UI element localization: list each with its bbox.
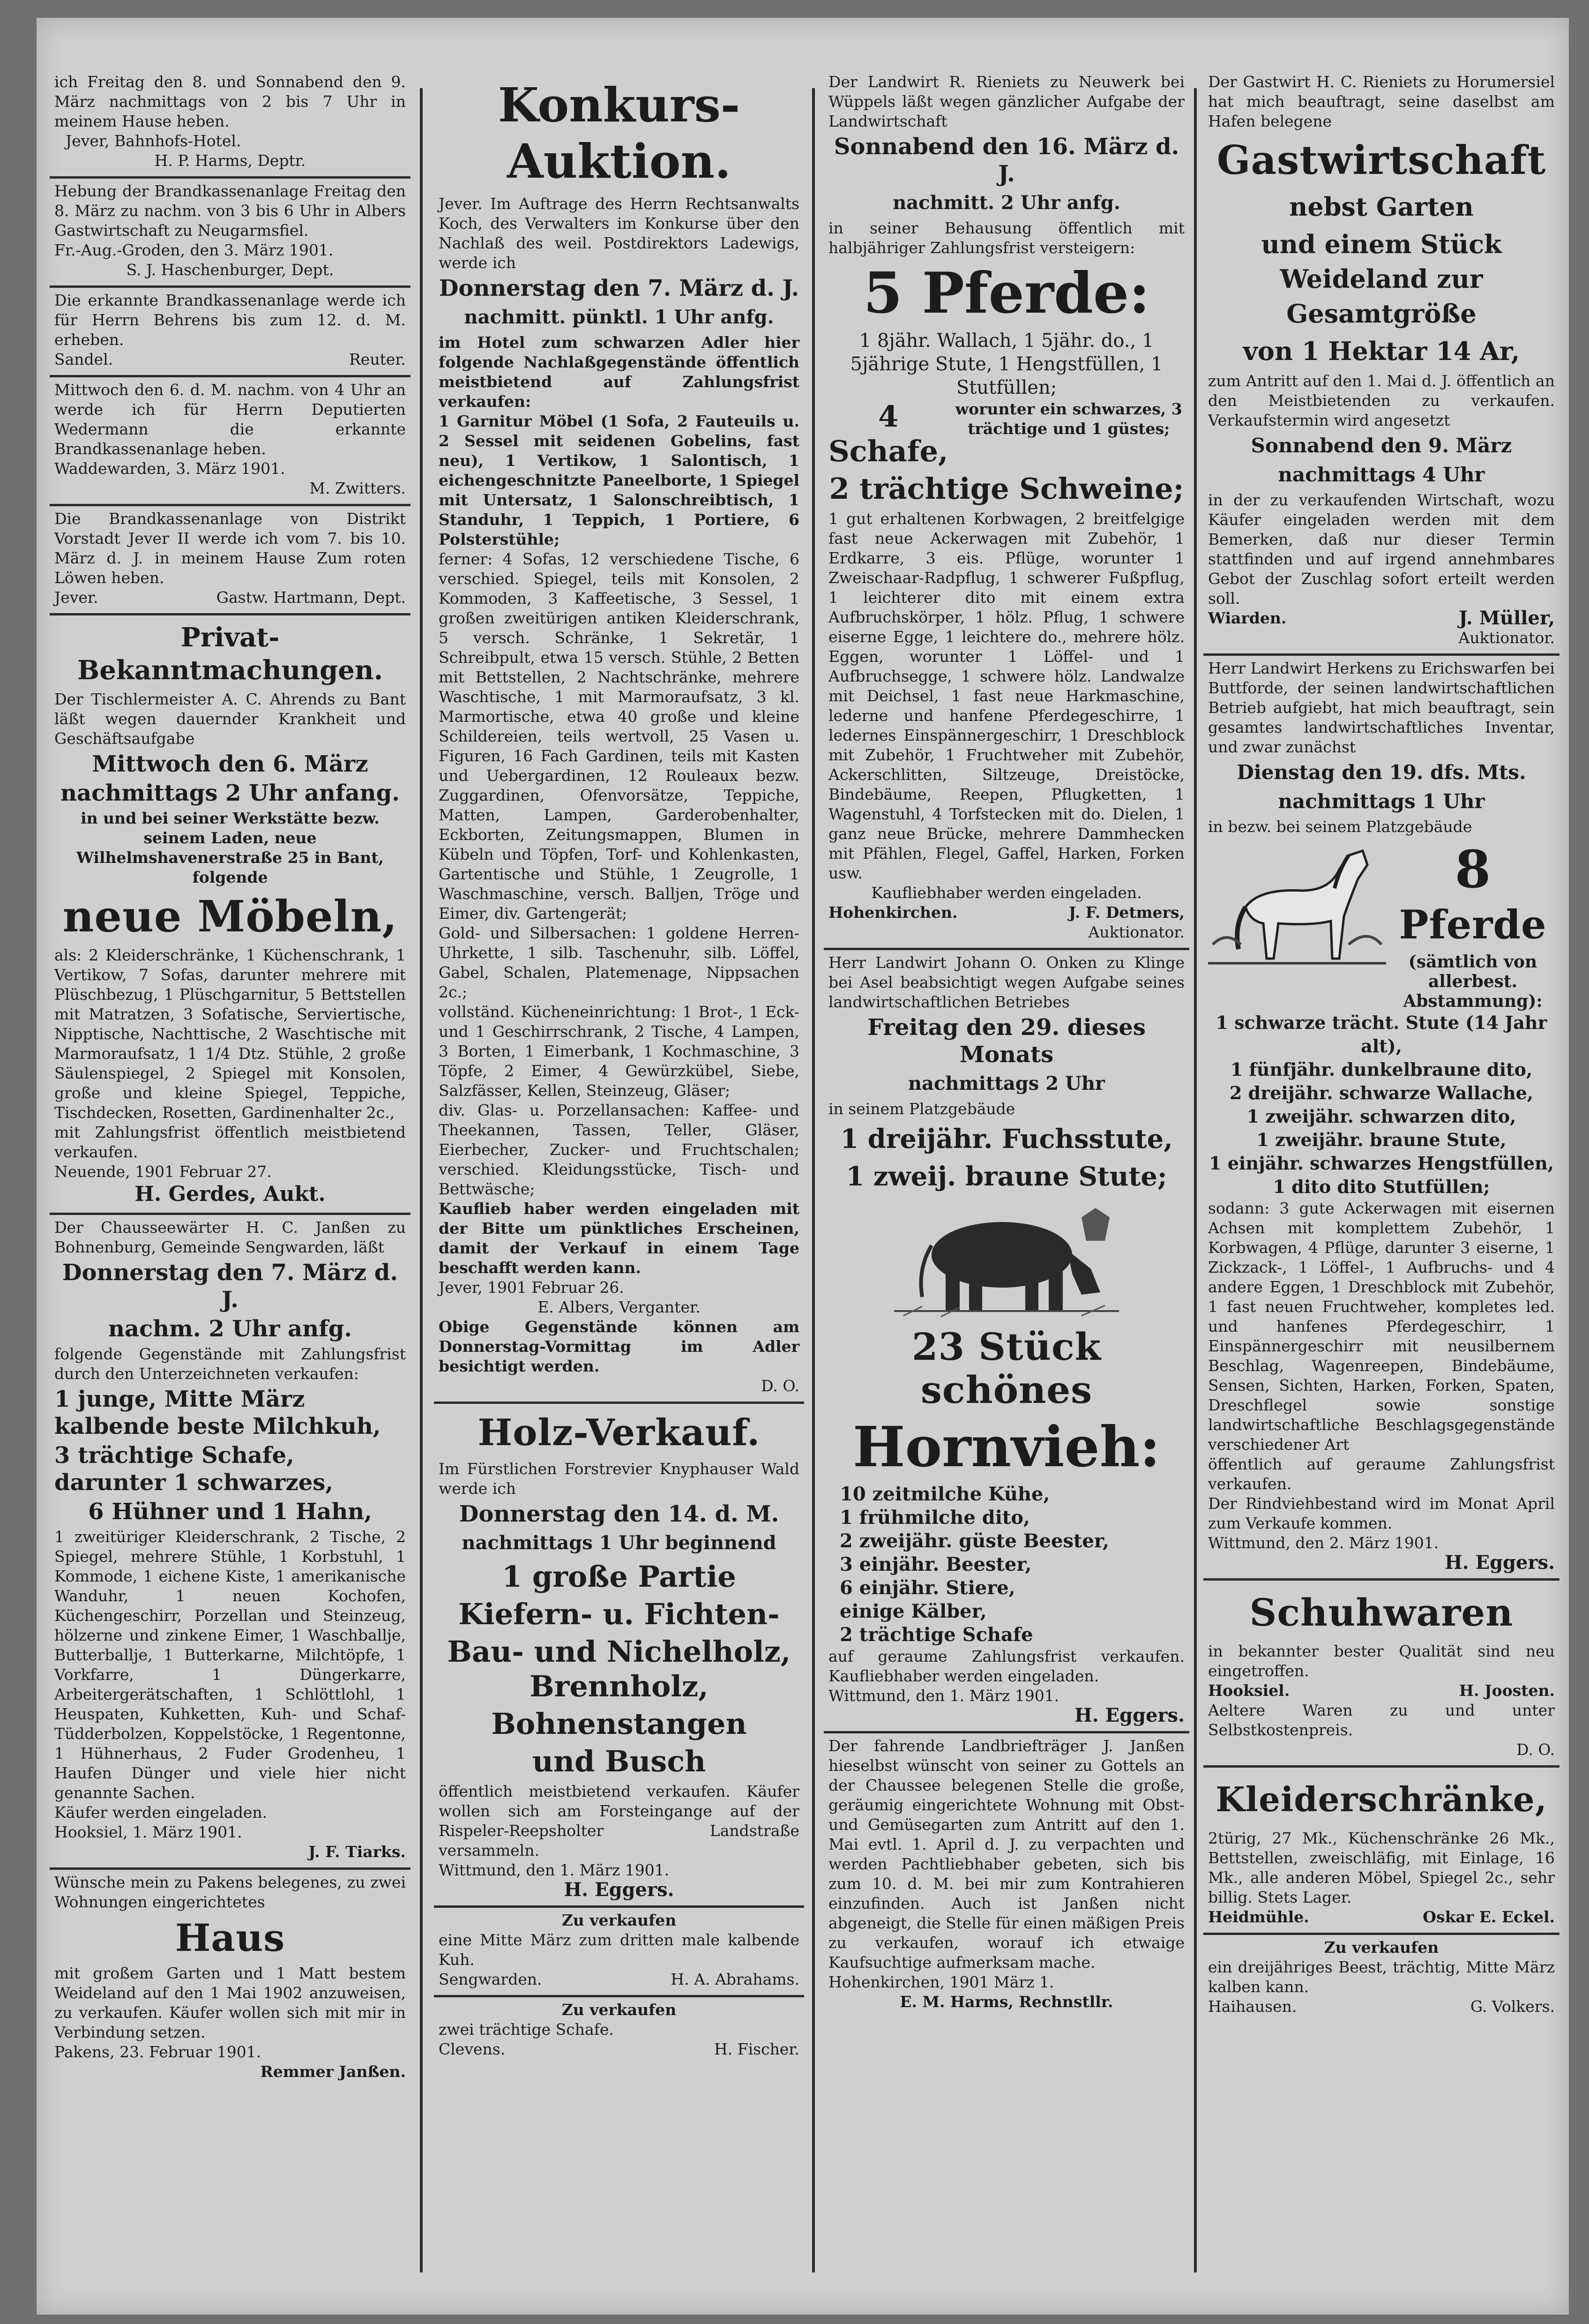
ad-intro: Der Landwirt R. Rieniets zu Neuwerk bei Wüppels läßt wegen gänzlicher Aufgabe der Landwirtschaft (828, 73, 1185, 130)
column-rule (420, 88, 423, 2272)
ad-signature: H. A. Abrahams. (671, 1970, 799, 1988)
ad-signature-line (1208, 1997, 1555, 2017)
ad-date: Donnerstag den 7. März d. J. (62, 1259, 398, 1313)
ad-cattle-1: 10 zeitmilche Kühe, (840, 1483, 1050, 1505)
ad-intro: Der Chausseewärter H. C. Janßen zu Bohnenburg, Gemeinde Sengwarden, läßt (54, 1218, 406, 1256)
ad-herkens-pferde (1203, 656, 1559, 1581)
ad-horse-7: 1 dito dito Stutfüllen; (1273, 1176, 1490, 1197)
ad-item-chickens: 6 Hühner und 1 Hahn, (88, 1499, 372, 1525)
notice-text: ich Freitag den 8. und Sonnabend den 9. März nachmittags von 2 bis 7 Uhr in meinem Hause heben. (54, 73, 406, 130)
notice-signature: S. J. Haschenburger, Dept. (126, 261, 334, 279)
column-3 (824, 69, 1189, 2282)
ad-signature: Oskar E. Eckel. (1423, 1908, 1555, 1926)
notice-signature: H. P. Harms, Deptr. (154, 151, 306, 170)
ad-title-1: 23 Stück schönes (911, 1325, 1102, 1412)
ad-janssen-haus (50, 1870, 410, 2087)
ad-signature-line (1208, 1907, 1555, 1927)
ad-date: Mittwoch den 6. März (92, 751, 368, 777)
notice-harms (50, 69, 410, 179)
ad-time: nachmitt. 2 Uhr anfg. (893, 192, 1120, 214)
ad-note: Obige Gegenstände können am Donnerstag-Vormittag im Adler besichtigt werden. (439, 1318, 799, 1375)
ad-location: in bezw. bei seinem Platzgebäude (1208, 817, 1472, 836)
ad-signature: G. Volkers. (1470, 1997, 1555, 2016)
ad-place: Hooksiel. (1208, 1681, 1290, 1700)
ad-signature: H. Gerdes, Aukt. (134, 1182, 326, 1206)
ad-cattle-3: 2 zweijähr. güste Beester, (840, 1530, 1109, 1552)
cow-illustration (894, 1199, 1119, 1320)
notice-reuter (50, 288, 410, 377)
ad-title: Gastwirtschaft (1216, 137, 1546, 183)
ad-intro: Wünsche mein zu Pakens belegenes, zu zwei Wohnungen eingerichtetes (54, 1873, 406, 1911)
ad-terms: öffentlich meistbietend verkaufen. Käufer wollen sich am Forsteingange auf der Rispeler-Reepsholter Landstraße versammeln. (439, 1782, 799, 1859)
ad-signature-2: D. O. (1516, 1740, 1555, 1759)
notice-zwitters (50, 377, 410, 506)
ad-line-1: 1 große Partie (502, 1559, 736, 1594)
notice-text: Mittwoch den 6. d. M. nachm. von 4 Uhr an werde ich für Herrn Deputierten Wedermann die erkannte Brandkassenanlage heben. (54, 381, 406, 458)
notice-signature-line (54, 588, 406, 607)
ad-horse-block (1208, 837, 1555, 1011)
notice-hartmann (50, 506, 410, 615)
notice-place: Waddewarden, 3. März 1901. (54, 459, 285, 478)
ad-place: Hooksiel, 1. März 1901. (54, 1823, 242, 1841)
ad-item-sheep: 3 trächtige Schafe, darunter 1 schwarzes, (54, 1442, 333, 1496)
notice-place: Fr.-Aug.-Groden, den 3. März 1901. (54, 241, 334, 259)
ad-title: Haus (175, 1916, 285, 1960)
ad-place: Haihausen. (1208, 1997, 1297, 2016)
ad-signature-line (1208, 1681, 1555, 1701)
ad-horse-4: 1 zweijähr. schwarzen dito, (1246, 1106, 1516, 1127)
ad-time: nachmittags 2 Uhr anfang. (60, 780, 400, 806)
notice-text: Hebung der Brandkassenanlage Freitag den 8. März zu nachm. von 3 bis 6 Uhr in Albers Gastwirtschaft zu Neugarmsfiel. (54, 182, 406, 240)
notice-signature: M. Zwitters. (309, 479, 406, 497)
ad-glass-items: div. Glas- u. Porzellansachen: Kaffee- und Theekannen, Tassen, Teller, Gläser, Eierbecher, Zucker- und Fruchtschalen; verschied. Kleidungsstücke, Tisch- und Bettwäsche; (439, 1101, 799, 1198)
ad-schuhwaren (1203, 1581, 1559, 1768)
ad-signature: E. Albers, Verganter. (537, 1298, 701, 1316)
ad-title: Konkurs-Auktion. (498, 77, 740, 189)
column-rule (1194, 88, 1197, 2272)
ad-intro: Der Gastwirt H. C. Rieniets zu Horumersiel hat mich beauftragt, seine daselbst am Hafen belegene (1208, 73, 1555, 130)
ad-terms: mit Zahlungsfrist öffentlich meistbietend verkaufen. (54, 1123, 406, 1161)
ad-sheep-note: worunter ein schwarzes, 3 trächtige und 1 güstes; (955, 400, 1182, 438)
ad-pigs: 2 trächtige Schweine; (829, 472, 1184, 506)
column-1 (50, 69, 410, 2282)
ad-horse-3: 2 dreijähr. schwarze Wallache, (1229, 1082, 1534, 1103)
ad-place: Heidmühle. (1208, 1908, 1309, 1926)
ad-items: 1 zweitüriger Kleiderschrank, 2 Tische, 2 Spiegel, mehrere Stühle, 1 Korbstuhl, 1 Kommode, 1 eichene Kiste, 1 amerikanische Wanduhr, 1 neuen Kochofen, Küchengeschirr, Porzellan und Steinzeug, hölzerne und zinkene Eimer, 1 Waschballje, Butterballje, 1 Butterkarne, Milchtöpfe, 1 Vorkfarre, 1 Düngerkarre, Arbeitergerätschaften, 1 Schlöttlohl, 1 Heuspaten, Kuhketten, Kuh- und Schaf-Tüdderbolzen, Koppelstöcke, 1 Regentonne, 1 Hühnerhaus, 2 Fuder Grodenheu, 1 Haufen Dünger und viele hier nicht genannte Sachen. (54, 1528, 406, 1802)
notice-place: Jever. (54, 588, 98, 607)
ad-place: Wittmund, den 1. März 1901. (439, 1861, 670, 1879)
notice-text: Die Brandkassenanlage von Distrikt Vorstadt Jever II werde ich vom 7. bis 10. März d. J. in meinem Hause Zum roten Löwen heben. (54, 510, 406, 587)
notice-signature: Reuter. (349, 350, 406, 368)
column-4 (1203, 69, 1559, 2282)
ad-fischer (434, 1997, 804, 2065)
ad-item-cow: 1 junge, Mitte März kalbende beste Milchkuh, (54, 1386, 381, 1439)
ad-items-bold: 1 Garnitur Möbel (1 Sofa, 2 Fauteuils u. 2 Sessel mit seidenen Gobelins, fast neu), 1 Vertikow, 1 Salontisch, 1 eichengeschnitzte Paneelborte, 1 Spiegel mit Untersatz, 1 Salonschreibtisch, 1 Standuhr, 1 Teppich, 1 Portiere, 6 Polsterstühle; (439, 412, 799, 548)
ad-intro: Jever. Im Auftrage des Herrn Rechtsanwalts Koch, des Verwalters im Konkurse über den Nachlaß des weil. Postdirektors Ladewigs, werde ich (439, 195, 799, 272)
ad-title: 5 Pferde: (863, 260, 1150, 326)
ad-terms: öffentlich auf geraume Zahlungsfrist verkaufen. (1208, 1455, 1555, 1493)
ad-text: mit großem Garten und 1 Matt bestem Weideland auf den 1 Mai 1902 anzuweisen, zu verkaufen. Käufer wollen sich mit mir in Verbindung setzen. (54, 1964, 406, 2041)
ad-place: Hohenkirchen, 1901 März 1. (828, 1973, 1054, 1991)
ad-date: Donnerstag den 7. März d. J. (439, 275, 799, 301)
ad-items: ferner: 4 Sofas, 12 verschiedene Tische, 6 verschied. Spiegel, teils mit Konsolen, 2 Kommoden, 3 Kaffeetische, 3 Sessel, 1 großen zweitürigen antiken Kleiderschrank, 5 versch. Schränke, 1 Sekretär, 1 Schreibpult, etwa 15 versch. Stühle, 2 Betten mit Bettstellen, 2 Nachtschränke, mehrere Waschtische, 1 mit Marmoraufsatz, 3 kl. Marmortische, etwa 40 große und kleine Schildereien, teils wertvoll, 25 Vasen u. Figuren, 16 Fach Gardinen, teils mit Kasten und Uebergardinen, 12 Rouleaux bezw. Zuggardinen, Ofenvorsätze, Teppiche, Matten, Lampen, Garderobenhalter, Eckborten, Zeitungsmappen, Blumen in Kübeln und Töpfen, Torf- und Kohlenkasten, Gartentische und Stühle, 1 Zeugrolle, 1 Waschmaschine, versch. Balljen, Tröge und Eimer, div. Gartengerät; (439, 550, 799, 922)
ad-horse-2: 1 fünfjähr. dunkelbraune dito, (1230, 1059, 1533, 1080)
notice-place: Jever, Bahnhofs-Hotel. (66, 132, 241, 150)
ad-signature: H. Fischer. (714, 2040, 799, 2058)
ad-time: nachmittags 2 Uhr (908, 1072, 1105, 1095)
ad-horse-6: 1 einjähr. schwarzes Hengstfüllen, (1209, 1153, 1554, 1174)
ad-signature: H. Eggers. (1444, 1552, 1555, 1574)
ad-date: Freitag den 29. dieses Monats (867, 1014, 1146, 1068)
ad-place: Hohenkirchen. (828, 903, 958, 922)
ad-text: eine Mitte März zum dritten male kalbende Kuh. (439, 1931, 799, 1969)
ad-intro: Im Fürstlichen Forstrevier Knyphauser Wald werde ich (439, 1460, 799, 1498)
ad-line-2: und einem Stück Weideland zur Gesamtgröße (1261, 229, 1502, 329)
ad-time: nachmittags 1 Uhr (1278, 790, 1485, 813)
section-heading: Privat-Bekanntmachungen. (77, 622, 383, 686)
notice-text: Die erkannte Brandkassenanlage werde ich für Herrn Behrens bis zum 12. d. M. erheben. (54, 291, 406, 349)
ad-janssen-stelle (824, 1733, 1189, 2017)
ad-place: Jever, 1901 Februar 26. (439, 1278, 624, 1297)
ad-cattle-4: 3 einjähr. Beester, (840, 1553, 1032, 1575)
notice-signature: Gastw. Hartmann, Dept. (216, 588, 406, 607)
ad-kitchen-items: vollständ. Kücheneinrichtung: 1 Brot-, 1 Eck- und 1 Geschirrschrank, 2 Tische, 4 Lampen, 3 Borten, 1 Eimerbank, 1 Kochmaschine, 3 Töpfe, 2 Eimer, 4 Gewürzkübel, Siebe, Salzfässer, Kellen, Steinzeug, Gläser; (439, 1003, 799, 1100)
ad-text: Der fahrende Landbriefträger J. Janßen hieselbst wünscht von seiner zu Gottels an der Chaussee belegenen Stelle die große, geräumig eingerichtete Wohnung mit Obst- und Gemüsegarten zum Antritt auf den 1. Mai evtl. 1. April d. J. zu verpachten und werden Pachtliebhaber gebeten, sich bis zum 10. d. M. bei mir zum Kontrahieren einzufinden. Auch ist Janßen nicht abgeneigt, die Stelle für einen mäßigen Preis zu verkaufen, worauf ich etwaige Kaufsuchtige aufmerksam mache. (828, 1737, 1185, 1972)
ad-heading: Zu verkaufen (561, 2001, 677, 2019)
ad-signature: J. F. Detmers, (1068, 903, 1185, 922)
ad-tiarks (50, 1215, 410, 1870)
ad-volkers (1203, 1935, 1559, 2022)
ad-kleiderschraenke (1203, 1768, 1559, 1935)
notice-haschenburger (50, 179, 410, 288)
ad-date: Donnerstag den 14. d. M. (459, 1501, 779, 1527)
ad-line-3: Bau- und Nichelholz, Brennholz, (447, 1634, 791, 1703)
ad-text: 2türig, 27 Mk., Küchenschränke 26 Mk., Bettstellen, zweischläfig, mit Einlage, 16 Mk., alle anderen Möbel, Spiegel 2c., sehr billig. Stets Lager. (1208, 1829, 1555, 1906)
ad-signature: H. Eggers. (1074, 1704, 1185, 1726)
ad-line-4: Bohnenstangen (491, 1707, 747, 1741)
ad-onken-hornvieh (824, 950, 1189, 1733)
ad-time: nachmittags 4 Uhr (1278, 463, 1485, 486)
ad-signature: J. Müller, (1459, 607, 1555, 629)
column-rule (812, 88, 815, 2272)
ad-location: im Hotel zum schwarzen Adler hier folgende Nachlaßgegenstände öffentlich meistbietend auf Zahlungsfrist verkaufen: (439, 333, 799, 411)
ad-buyers: Kaufliebhaber werden eingeladen. (871, 884, 1142, 902)
ad-text: zwei trächtige Schafe. (439, 2020, 614, 2039)
ad-subtitle: (sämtlich von allerbest. Abstammung): (1403, 952, 1543, 1011)
ad-place: Sengwarden. (439, 1970, 542, 1988)
ad-line-2: 1 zweij. braune Stute; (846, 1161, 1167, 1192)
ad-title-2: Hornvieh: (853, 1414, 1160, 1479)
ad-title: Kleiderschränke, (1216, 1779, 1547, 1819)
ad-note-signature: D. O. (761, 1377, 799, 1395)
ad-date: Sonnabend den 9. März (1251, 434, 1512, 457)
ad-line-1: nebst Garten (1289, 192, 1474, 222)
ad-place: Pakens, 23. Februar 1901. (54, 2043, 261, 2061)
ad-text: in bekannter bester Qualität sind neu eingetroffen. (1208, 1642, 1555, 1680)
ad-line-3: von 1 Hektar 14 Ar, (1243, 336, 1520, 366)
ad-intro: Herr Landwirt Johann O. Onken zu Klinge bei Asel beabsichtigt wegen Aufgabe seines landwirtschaftlichen Betriebes (828, 953, 1185, 1011)
ad-holz-verkauf (434, 1404, 804, 1908)
ad-gold-items: Gold- und Silbersachen: 1 goldene Herren-Uhrkette, 1 silb. Taschenuhr, silb. Löffel, Gabel, Schalen, Platemenage, Nippsachen 2c.; (439, 924, 799, 1001)
ad-line-5: und Busch (532, 1744, 706, 1778)
ad-horse-heading (1391, 837, 1555, 1011)
ad-terms: auf geraume Zahlungsfrist verkaufen. Kaufliebhaber werden eingeladen. (828, 1647, 1185, 1685)
ad-intro: Herr Landwirt Herkens zu Erichswarfen bei Buttforde, der seinen landwirtschaftlichen Betrieb aufgiebt, hat mich beauftragt, sein gesamtes landwirtschaftliches Inventar, und zwar zunächst (1208, 659, 1555, 756)
ad-signature-line (439, 2039, 799, 2059)
ad-sheep: 4 Schafe, (828, 399, 948, 468)
ad-gastwirtschaft (1203, 69, 1559, 656)
ad-note: Der Rindviehbestand wird im Monat April zum Verkaufe kommen. (1208, 1494, 1555, 1532)
ad-signature: E. M. Harms, Rechnstllr. (900, 1993, 1113, 2011)
ad-title: Pferde (1399, 901, 1547, 948)
ad-signature-line (1208, 608, 1555, 628)
ad-text: zum Antritt auf den 1. Mai d. J. öffentlich an den Meistbietenden zu verkaufen. Verkaufstermin wird angesetzt (1208, 372, 1555, 429)
ad-signature: Remmer Janßen. (260, 2062, 406, 2081)
ad-cattle-6: einige Kälber, (840, 1600, 987, 1622)
notice-signature-line (54, 350, 406, 369)
ad-signature-line (439, 1970, 799, 1989)
ad-time: nachm. 2 Uhr anfg. (108, 1316, 352, 1342)
ad-place: Neuende, 1901 Februar 27. (54, 1162, 272, 1181)
newspaper-page (37, 18, 1569, 2315)
ad-items: als: 2 Kleiderschränke, 1 Küchenschrank, 1 Vertikow, 7 Sofas, darunter mehrere mit Plüschbezug, 1 Plüschgarnitur, 5 Bettstellen mit Matratzen, 3 Sofatische, Serviertische, Nipptische, Nachttische, 2 Waschtische mit Marmoraufsatz, 1 1/4 Dtz. Stühle, 2 große Säulenspiegel, 2 Spiegel mit Konsolen, große und kleine Spiegel, Teppiche, Tischdecken, Rosetten, Gardinenhalter 2c., (54, 946, 406, 1122)
ad-text-2: Aeltere Waren zu und unter Selbstkostenpreis. (1208, 1701, 1555, 1739)
ad-cattle-7: 2 trächtige Schafe (840, 1624, 1033, 1646)
ad-place: Wittmund, den 2. März 1901. (1208, 1534, 1439, 1552)
ad-ahrends-moebel (50, 615, 410, 1215)
ad-time: nachmittags 1 Uhr beginnend (462, 1532, 776, 1554)
ad-signature-title: Auktionator. (1458, 629, 1555, 647)
ad-line-1: 1 dreijähr. Fuchsstute, (840, 1124, 1173, 1155)
ad-heading: Zu verkaufen (1324, 1938, 1439, 1957)
ad-rieniets-pferde (824, 69, 1189, 950)
ad-items: 1 gut erhaltenen Korbwagen, 2 breitfelgige fast neue Ackerwagen mit Zubehör, 1 Erdkarre, 3 eis. Pflüge, worunter 1 Zweischaar-Radpflug, 1 schwerer Fußpflug, 1 leichterer dito mit einem extra Aufbruchskörper, 1 hölz. Pflug, 1 schwere eiserne Egge, 1 leichtere do., mehrere hölz. Eggen, worunter 1 Löffel- und 1 Aufbruchsegge, 1 schwere hölz. Landwalze mit Deichsel, 1 fast neue Harkmaschine, lederne und hanfene Pferdegeschirre, 1 ledernes Einspännergeschirr, 1 Dreschblock mit Zubehör, 1 Fruchtweher mit Zubehör, Ackerschlitten, Siltzeuge, Dreistöcke, Bindebäume, Reepen, Pflugketten, 1 Wagenstuhl, 4 Torfstecken mit do. Dielen, 1 ganz neue Brücke, mehrere Dammhecken mit Pfählen, Flegel, Gaffel, Harken, Forken usw. (828, 510, 1185, 882)
ad-location: in seinem Platzgebäude (828, 1100, 1015, 1118)
ad-time: nachmitt. pünktl. 1 Uhr anfg. (464, 306, 774, 328)
ad-cattle-2: 1 frühmilche dito, (840, 1507, 1030, 1529)
ad-place: Clevens. (439, 2040, 506, 2058)
ad-signature: H. Eggers. (564, 1879, 674, 1901)
ad-horse-5: 1 zweijähr. braune Stute, (1256, 1129, 1507, 1150)
ad-items: sodann: 3 gute Ackerwagen mit eisernen Achsen mit komplettem Zubehör, 1 Korbwagen, 4 Pflüge, darunter 3 eiserne, 1 Zickzack-, 1 Löffel-, 1 Aufbruchs- und 4 andere Eggen, 1 Dreschblock mit Zubehör, 1 fast neuen Fruchtweher, kompletes led. und hanfenes Pferdegeschirr, 1 Einspännergeschirr mit neusilbernem Beschlag, Wagenreepen, Bindebäume, Sensen, Sichten, Harken, Forken, Spaten, Dreschflegel sowie sonstige landwirtschaftliche Beschlagsgegenstände verschiedener Art (1208, 1199, 1555, 1454)
ad-location: in und bei seiner Werkstätte bezw. seinem Laden, neue Wilhelmshavenerstraße 25 in Bant, folgende (76, 809, 384, 886)
ad-buyers: Kauflieb haber werden eingeladen mit der Bitte um pünktliches Erscheinen, damit der Verkauf in einem Tage beschafft werden kann. (439, 1199, 799, 1277)
ad-horse-1: 1 schwarze trächt. Stute (14 Jahr alt), (1216, 1012, 1547, 1057)
ad-buyers: Käufer werden eingeladen. (54, 1803, 268, 1822)
ad-text-2: in der zu verkaufenden Wirtschaft, wozu Käufer eingeladen werden mit dem Bemerken, daß nur dieser Termin stattfinden und auf irgend annehmbares Gebot der Zuschlag sofort erteilt werden soll. (1208, 491, 1555, 607)
ad-title: neue Möbeln, (62, 891, 398, 942)
ad-line-2: Kiefern- u. Fichten- (458, 1597, 780, 1631)
ad-abrahams (434, 1908, 804, 1997)
ad-signature-line (828, 903, 1185, 922)
ad-horses: 1 8jähr. Wallach, 1 5jähr. do., 1 5jährige Stute, 1 Hengstfüllen, 1 Stutfüllen; (850, 330, 1163, 398)
ad-konkurs-auktion (434, 69, 804, 1404)
horse-illustration (1208, 837, 1386, 977)
ad-title: Holz-Verkauf. (477, 1411, 761, 1454)
ad-text: ein dreijähriges Beest, trächtig, Mitte März kalben kann. (1208, 1958, 1555, 1996)
ad-date: Dienstag den 19. dfs. Mts. (1237, 761, 1526, 784)
ad-intro: Der Tischlermeister A. C. Ahrends zu Bant läßt wegen dauernder Krankheit und Geschäftsaufgabe (54, 690, 406, 748)
ad-place: Wittmund, den 1. März 1901. (828, 1687, 1059, 1705)
ad-sheep-row (828, 399, 1185, 469)
ad-place: Wiarden. (1208, 609, 1287, 627)
ad-heading: Zu verkaufen (561, 1911, 677, 1929)
ad-terms: folgende Gegenstände mit Zahlungsfrist durch den Unterzeichneten verkaufen: (54, 1345, 406, 1383)
ad-signature-title: Auktionator. (1088, 923, 1185, 941)
ad-cattle-5: 6 einjähr. Stiere, (840, 1577, 1015, 1599)
column-2 (434, 69, 804, 2282)
ad-signature: H. Joosten. (1459, 1681, 1555, 1700)
ad-date: Sonnabend den 16. März d. J. (834, 134, 1179, 187)
notice-place: Sandel. (54, 350, 113, 368)
ad-number: 8 (1455, 839, 1491, 900)
ad-signature: J. F. Tiarks. (308, 1843, 406, 1861)
ad-title: Schuhwaren (1249, 1590, 1514, 1634)
ad-terms: in seiner Behausung öffentlich mit halbjähriger Zahlungsfrist versteigern: (828, 219, 1185, 257)
